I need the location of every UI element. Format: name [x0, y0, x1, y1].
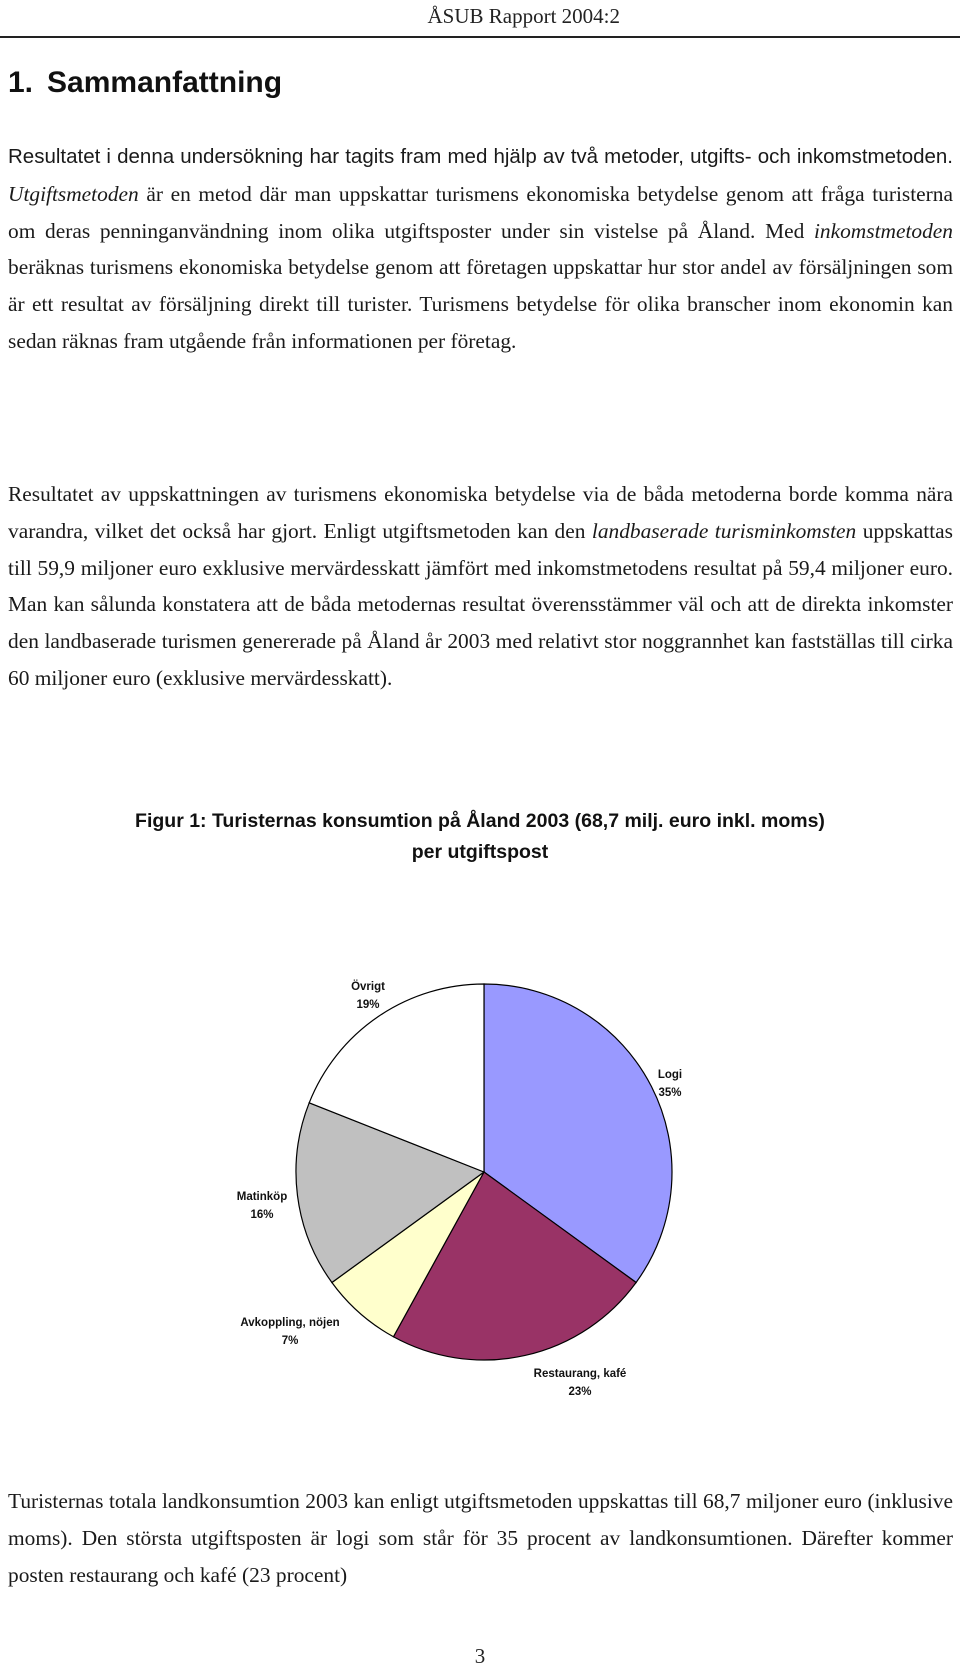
figure-title — [40, 806, 920, 868]
term-landbaserade-turisminkomsten: landbaserade turisminkomsten — [591, 518, 857, 543]
paragraph-sentence: Resultatet i denna undersökning har tagits fram med hjälp av två metoder, utgifts- och inkomstmetoden. — [8, 145, 953, 168]
term-utgiftsmetoden: Utgiftsmetoden — [8, 181, 139, 206]
paragraph-consumption: Turisternas totala landkonsumtion 2003 kan enligt utgiftsmetoden uppskattas till 68,7 miljoner euro (inklusive moms). Den största utgiftsposten är logi som står för 35 procent av landkonsumtionen. Därefter kommer posten restaurang och kafé (23 procent) — [8, 1489, 953, 1587]
slice-label: Övrigt — [351, 981, 385, 993]
paragraph-results — [8, 476, 953, 697]
paragraph-sentence: Med — [765, 218, 814, 243]
page-number: 3 — [474, 1644, 486, 1668]
section-number: 1. — [8, 66, 34, 99]
report-id: ÅSUB Rapport 2004:2 — [427, 4, 620, 28]
page-header — [0, 0, 960, 38]
paragraph-methods — [8, 138, 953, 360]
slice-label: Matinköp — [236, 1191, 288, 1203]
slice-label: Restaurang, kafé — [533, 1368, 627, 1380]
pie-chart — [0, 960, 960, 1420]
slice-percent-label: 19% — [356, 999, 380, 1011]
slice-percent-label: 23% — [568, 1386, 592, 1398]
term-inkomstmetoden: inkomstmetoden — [813, 218, 953, 243]
slice-label: Logi — [657, 1069, 683, 1081]
slice-percent-label: 7% — [281, 1335, 299, 1347]
paragraph-sentence: är en metod där man uppskattar turismens ekonomiska betydelse genom att fråga turisterna om deras penninganvändning inom olika utgiftsposter under sin vistelse på Åland. — [8, 181, 953, 243]
section-heading — [8, 66, 282, 100]
figure-title-line: per utgiftspost — [411, 841, 549, 863]
paragraph-sentence: Resultatet av uppskattningen av turismens ekonomiska betydelse via de båda metoderna borde komma nära varandra, vilket det också har gjort. Enligt utgiftsmetoden kan den — [8, 482, 953, 543]
section-title: Sammanfattning — [47, 66, 283, 99]
slice-percent-label: 16% — [250, 1209, 274, 1221]
slice-percent-label: 35% — [658, 1087, 682, 1099]
paragraph-sentence: beräknas turismens ekonomiska betydelse genom att företagen uppskattar hur stor andel av försäljningen som är ett resultat av försäljning direkt till turister. Turismens betydelse för olika branscher inom ekonomin kan sedan räknas fram utgående från informationen per företag. — [8, 255, 953, 353]
figure-title-line: Figur 1: Turisternas konsumtion på Åland 2003 (68,7 milj. euro inkl. moms) — [135, 810, 825, 832]
paragraph-sentence: uppskattas till 59,9 miljoner euro exklusive mervärdesskatt jämfört med inkomstmetodens resultat på 59,4 miljoner euro. Man kan sålunda konstatera att de båda metodernas resultat överensstämmer väl och att de direkta inkomster den landbaserade turismen genererade på Åland år 2003 med relativt stor noggrannhet kan fastställas till cirka 60 miljoner euro (exklusive mervärdesskatt). — [8, 518, 953, 690]
slice-label: Avkoppling, nöjen — [240, 1317, 340, 1329]
